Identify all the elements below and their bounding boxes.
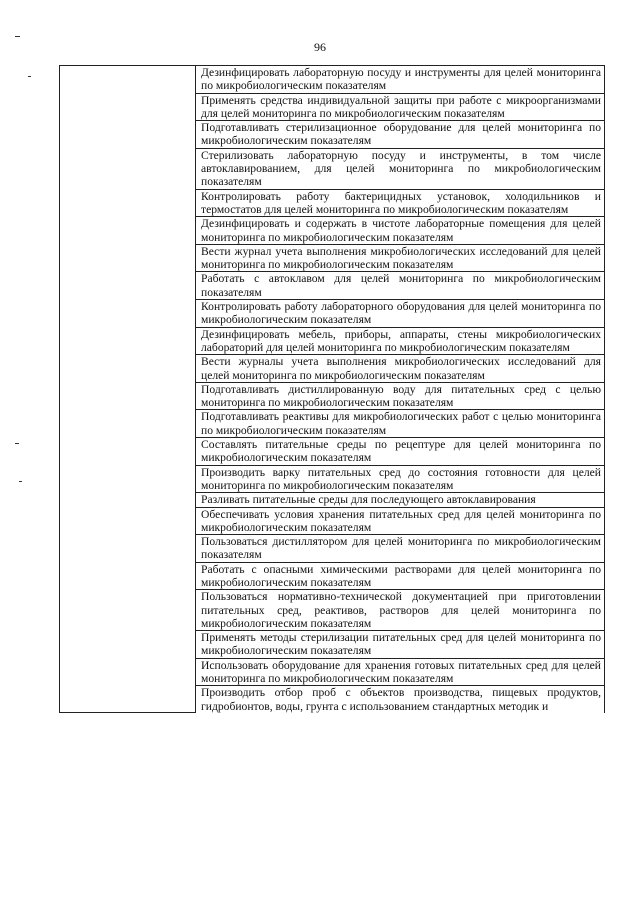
competency-text: Пользоваться дистиллятором для целей мониторинга по микробиологическим показателям xyxy=(201,535,601,562)
competency-text: Дезинфицировать мебель, приборы, аппараты, стены микробиологических лабораторий для целей мониторинга по микробиологическим показателям xyxy=(201,327,601,354)
competency-text: Подготавливать стерилизационное оборудование для целей мониторинга по микробиологическим показателям xyxy=(201,121,601,148)
competency-text: Составлять питательные среды по рецептуре для целей мониторинга по микробиологическим показателям xyxy=(201,438,601,465)
competency-cell xyxy=(196,300,605,328)
competency-cell xyxy=(196,562,605,590)
competency-cell xyxy=(196,66,605,94)
competency-text: Дезинфицировать и содержать в чистоте лабораторные помещения для целей мониторинга по микробиологическим показателям xyxy=(201,217,601,244)
table-row xyxy=(60,66,605,94)
competency-text: Работать с автоклавом для целей мониторинга по микробиологическим показателям xyxy=(201,272,601,299)
competency-text: Вести журнал учета выполнения микробиологических исследований для целей мониторинга по микробиологическим показателям xyxy=(201,244,601,272)
competency-text: Контролировать работу бактерицидных установок, холодильников и термостатов для целей мониторинга по микробиологическим показателям xyxy=(201,189,601,216)
competency-cell xyxy=(196,410,605,438)
competency-cell xyxy=(196,382,605,410)
competency-text: Производить варку питательных сред до состояния готовности для целей мониторинга по микробиологическим показателям xyxy=(201,465,601,492)
competency-cell xyxy=(196,590,605,631)
competency-table xyxy=(59,65,605,713)
competency-cell xyxy=(196,686,605,713)
competency-cell xyxy=(196,438,605,466)
competency-cell xyxy=(196,217,605,245)
competency-cell xyxy=(196,631,605,659)
margin-mark xyxy=(28,76,31,77)
competency-text: Применять средства индивидуальной защиты при работе с микроорганизмами для целей мониторинга по микробиологическим показателям xyxy=(201,93,601,120)
competency-text: Подготавливать реактивы для микробиологических работ с целью мониторинга по микробиологическим показателям xyxy=(201,410,601,437)
competency-cell xyxy=(196,507,605,535)
margin-mark xyxy=(15,36,20,37)
competency-cell xyxy=(196,272,605,300)
margin-mark xyxy=(19,481,22,482)
competency-text: Обеспечивать условия хранения питательных сред для целей мониторинга по микробиологическим показателям xyxy=(201,507,601,534)
competency-cell xyxy=(196,121,605,149)
competency-text: Стерилизовать лабораторную посуду и инструменты, в том числе автоклавированием, для целей мониторинга по микробиологическим показателям xyxy=(201,148,601,189)
competency-text: Разливать питательные среды для последующего автоклавирования xyxy=(201,493,536,507)
competency-cell xyxy=(196,535,605,563)
competency-cell xyxy=(196,355,605,383)
competency-text: Работать с опасными химическими растворами для целей мониторинга по микробиологическим показателям xyxy=(201,562,601,589)
competency-text: Подготавливать дистиллированную воду для питательных сред с целью мониторинга по микробиологическим показателям xyxy=(201,382,601,410)
competency-text: Контролировать работу лабораторного оборудования для целей мониторинга по микробиологическим показателям xyxy=(201,300,601,327)
competency-cell xyxy=(196,244,605,272)
competency-text: Дезинфицировать лабораторную посуду и инструменты для целей мониторинга по микробиологическим показателям xyxy=(201,66,601,93)
competency-cell xyxy=(196,327,605,355)
competency-cell xyxy=(196,189,605,217)
competency-text: Пользоваться нормативно-технической документацией при приготовлении питательных сред, реактивов, растворов для целей мониторинга по микробиологическим показателям xyxy=(201,590,601,630)
empty-left-cell xyxy=(60,66,196,713)
competency-cell xyxy=(196,465,605,493)
competency-text: Применять методы стерилизации питательных сред для целей мониторинга по микробиологическим показателям xyxy=(201,631,601,658)
competency-text: Производить отбор проб с объектов производства, пищевых продуктов, гидробионтов, воды, грунта с использованием стандартных методик и xyxy=(201,686,601,713)
competency-text: Использовать оборудование для хранения готовых питательных сред для целей мониторинга по микробиологическим показателям xyxy=(201,658,601,686)
competency-cell xyxy=(196,658,605,686)
margin-mark xyxy=(15,443,19,444)
competency-cell xyxy=(196,493,605,507)
competency-cell xyxy=(196,93,605,121)
page-number: 96 xyxy=(314,40,326,54)
table-body xyxy=(60,66,605,713)
competency-text: Вести журналы учета выполнения микробиологических исследований для целей мониторинга по микробиологическим показателям xyxy=(201,355,601,382)
competency-cell xyxy=(196,148,605,189)
